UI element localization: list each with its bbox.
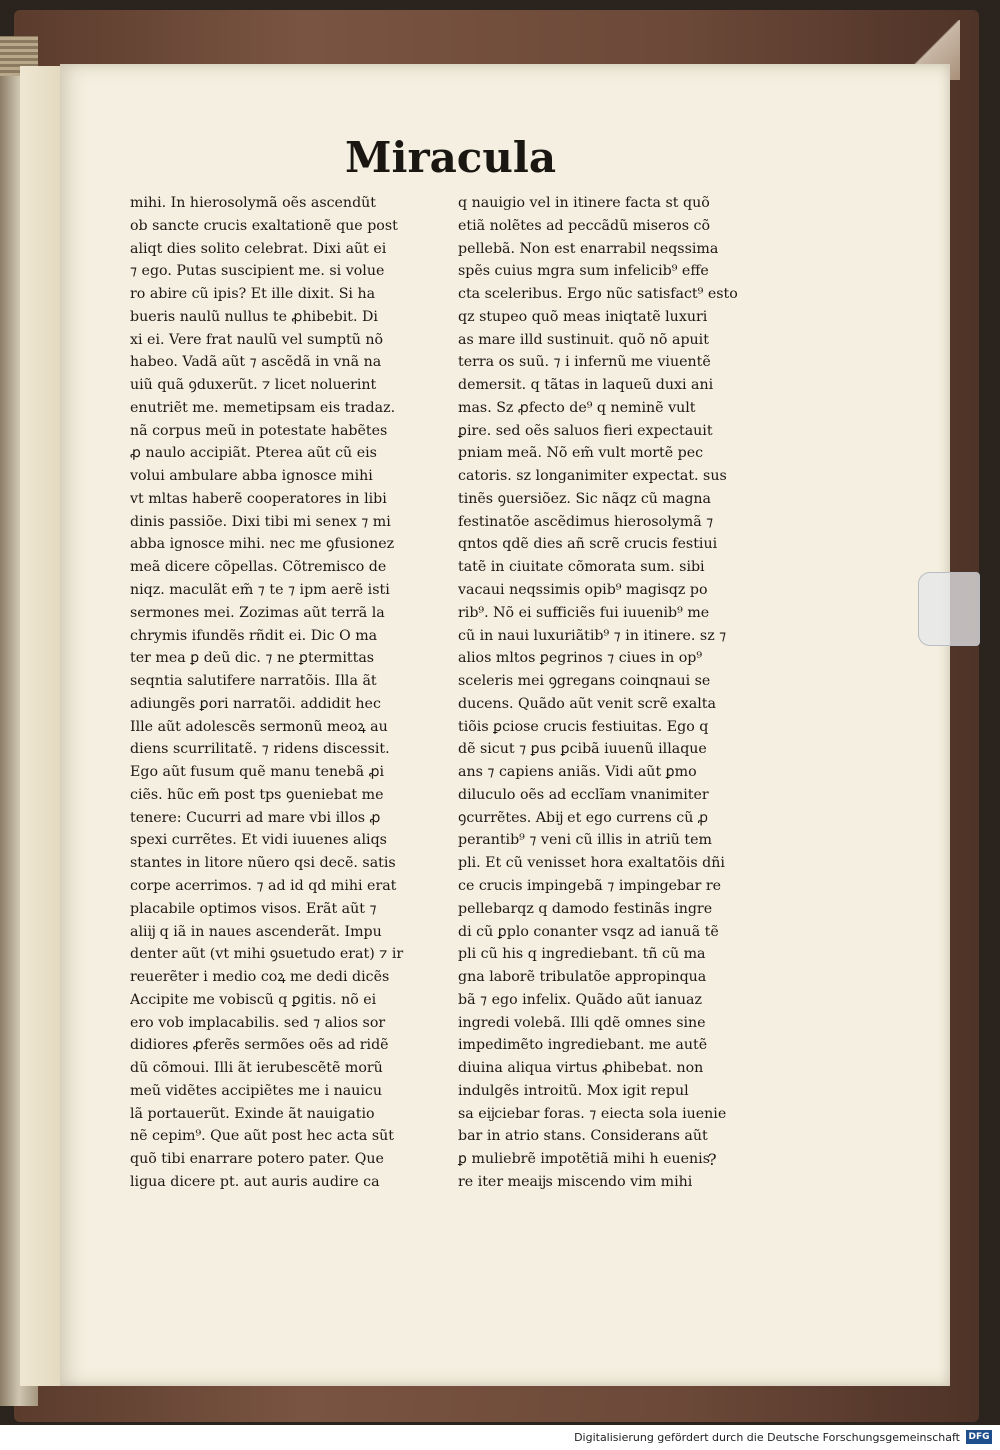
text-line: Accipite me vobiscũ q ꝑgitis. nõ ei (130, 991, 377, 1008)
text-line: Ego aũt fusum quẽ manu tenebã ꝓi (130, 764, 385, 781)
text-line: diuina aliqua virtus ꝓhibebat. non (458, 1060, 704, 1077)
text-line: meã dicere cõpellas. Cõtremisco de (130, 559, 387, 576)
text-line: terra os suũ. ⁊ i infernũ me viuentẽ (458, 354, 711, 371)
text-line: ans ⁊ capiens aniãs. Vidi aũt ꝑmo (458, 764, 697, 781)
text-line: qntos qdẽ dies añ scrẽ crucis festiui (458, 536, 718, 553)
text-line: spexi currẽtes. Et vidi iuuenes aliqs (130, 832, 387, 849)
text-line: chrymis ifundẽs rñdit ei. Dic O ma (130, 627, 378, 644)
text-line: etiã nolẽtes ad peccãdũ miseros cõ (458, 217, 710, 234)
text-line: uiũ quã ꝯduxerũt. ⁊ licet noluerint (130, 377, 377, 394)
text-line: aliqt dies solito celebrat. Dixi aũt ei (130, 240, 387, 257)
text-line: ꝑ muliebrẽ impotẽtiã mihi h euenis (458, 1151, 710, 1168)
text-line: tenere: Cucurri ad mare vbi illos ꝓ (130, 809, 381, 826)
text-line: bar in atrio stans. Considerans aũt (458, 1128, 708, 1145)
text-line: sceleris mei ꝯgregans coinqnaui se (458, 673, 711, 690)
text-line: ro abire cũ ipis? Et ille dixit. Si ha (130, 286, 376, 303)
text-line: niqz. maculãt em̃ ⁊ te ⁊ ipm aerẽ isti (130, 582, 390, 599)
text-line: seqntia salutifere narratõis. Illa ãt (130, 673, 377, 690)
text-line: Ille aũt adolescẽs sermonũ meoꝝ au (130, 718, 388, 735)
text-line: bã ⁊ ego infelix. Quãdo aũt ianuaz (458, 991, 702, 1008)
text-line: demersit. q tãtas in laqueũ duxi ani (458, 377, 714, 394)
text-line: cta sceleribus. Ergo nũc satisfact⁹ esto (458, 286, 738, 303)
text-line: catoris. sz longanimiter expectat. sus (458, 468, 727, 485)
text-line: ciẽs. hũc em̃ post tps ꝯueniebat me (130, 786, 384, 803)
text-line: q nauigio vel in itinere facta st quõ (458, 195, 710, 211)
left-page-edge (20, 66, 62, 1386)
text-line: ligua dicere pt. aut auris audire ca (130, 1173, 380, 1190)
text-line: dẽ sicut ⁊ ꝑus ꝑcibã iuuenũ illaque (458, 741, 707, 758)
text-column-left (130, 192, 448, 1194)
text-line: qz stupeo quõ meas iniqtatẽ luxuri (458, 308, 708, 325)
text-line: ingredi volebã. Illi qdẽ omnes sine (458, 1014, 706, 1031)
text-line: adiungẽs ꝑori narratõi. addidit hec (130, 695, 381, 712)
text-line: meũ vidẽtes accipiẽtes me i nauicu (130, 1082, 382, 1099)
text-line: lã portauerũt. Exinde ãt nauigatio (130, 1105, 375, 1122)
text-line: ꝯcurrẽtes. Abĳ et ego currens cũ ꝓ (458, 809, 709, 826)
text-line: pniam meã. Nõ em̃ vult mortẽ pec (458, 445, 704, 462)
text-line: impedimẽto ingrediebant. me autẽ (458, 1037, 708, 1054)
text-line: dũ cõmoui. Illi ãt ierubescẽtẽ morũ (130, 1060, 383, 1077)
text-line: tinẽs ꝯuersiõez. Sic nãqz cũ magna (458, 490, 712, 507)
text-line: vacaui neqssimis opib⁹ magisqz po (458, 582, 708, 599)
text-line: rib⁹. Nõ ei sufficiẽs fui iuuenib⁹ me (458, 604, 710, 621)
footer-bar (0, 1425, 1000, 1450)
text-line: corpe acerrimos. ⁊ ad id qd mihi erat (130, 877, 397, 894)
text-line: re iter meaĳs miscendo vim mihi (458, 1173, 693, 1190)
text-line: di cũ ꝑplo conanter vsqz ad ianuã tẽ (458, 923, 719, 940)
text-line: ce crucis impingebã ⁊ impingebar re (458, 877, 722, 894)
text-line: ero vob implacabilis. sed ⁊ alios sor (130, 1014, 386, 1031)
text-line: ter mea ꝑ deũ dic. ⁊ ne ꝑtermittas (130, 650, 375, 667)
text-line: pellebã. Non est enarrabil neqssima (458, 240, 719, 257)
text-column-right (458, 192, 776, 1194)
text-line: ꝑire. sed oẽs saluos fieri expectauit (458, 422, 713, 439)
text-line: ⁊ ego. Putas suscipient me. si volue (130, 263, 385, 280)
text-line: mihi. In hierosolymã oẽs ascendũt (130, 195, 376, 211)
text-line: sa eĳciebar foras. ⁊ eiecta sola iuenie (458, 1105, 727, 1122)
text-line: volui ambulare abba ignosce mihi (130, 468, 373, 485)
text-line: ducens. Quãdo aũt venit scrẽ exalta (458, 695, 716, 712)
text-line: ob sancte crucis exaltationẽ que post (130, 217, 398, 234)
text-line: pellebarqz q damodo festinãs ingre (458, 900, 713, 917)
text-line: spẽs cuius mgra sum infelicib⁹ effe (458, 263, 709, 280)
text-line: cũ in naui luxuriãtib⁹ ⁊ in itinere. sz ⁊ (458, 627, 727, 644)
text-line: nã corpus meũ in potestate habẽtes (130, 422, 388, 439)
text-line: festinatõe ascẽdimus hierosolymã ⁊ (458, 513, 714, 530)
text-line: dinis passiõe. Dixi tibi mi senex ⁊ mi (130, 513, 391, 530)
text-line: enutriẽt me. memetipsam eis tradaz. (130, 399, 396, 416)
text-line: tatẽ in ciuitate cõmorata sum. sibi (458, 559, 705, 576)
text-line: stantes in litore nũero qsi decẽ. satis (130, 855, 396, 872)
text-line: sermones mei. Zozimas aũt terrã la (130, 604, 385, 621)
text-line: gna laborẽ tribulatõe appropinqua (458, 969, 707, 986)
text-line: pli cũ his q ingrediebant. tñ cũ ma (458, 946, 706, 963)
text-line: reuerẽter i medio coꝝ me dedi dicẽs (130, 969, 390, 986)
text-line: aliĳ q iã in naues ascenderãt. Impu (130, 923, 382, 940)
text-line: indulgẽs introitũ. Mox igit repul (458, 1082, 689, 1099)
text-line: alios mltos ꝑegrinos ⁊ ciues in op⁹ (458, 650, 703, 667)
catchword: ? (708, 1150, 717, 1169)
text-line: abba ignosce mihi. nec me ꝯfusionez (130, 536, 395, 553)
text-line: diluculo oẽs ad ecclĩam vnanimiter (458, 786, 709, 803)
text-line: ꝓ naulo accipiãt. Pterea aũt cũ eis (130, 445, 377, 462)
funding-credit: Digitalisierung gefördert durch die Deutsche Forschungsgemeinschaft (574, 1431, 960, 1444)
dfg-logo: DFG (966, 1430, 992, 1444)
text-line: diens scurrilitatẽ. ⁊ ridens discessit. (130, 741, 390, 758)
text-line: xi ei. Vere frat naulũ vel sumptũ nõ (130, 331, 384, 348)
text-line: pli. Et cũ venisset hora exaltatõis dñi (458, 855, 725, 872)
text-line: nẽ cepim⁹. Que aũt post hec acta sũt (130, 1128, 394, 1145)
text-line: as mare illd sustinuit. quõ nõ apuit (458, 331, 709, 348)
text-line: denter aũt (vt mihi ꝯsuetudo erat) ⁊ ir (130, 946, 404, 963)
page-heading: Miracula (345, 133, 557, 182)
text-line: habeo. Vadã aũt ⁊ ascẽdã in vnã na (130, 354, 382, 371)
text-line: bueris naulũ nullus te ꝓhibebit. Di (130, 308, 378, 325)
text-line: perantib⁹ ⁊ veni cũ illis in atriũ tem (458, 832, 712, 849)
text-line: quõ tibi enarrare potero pater. Que (130, 1151, 384, 1168)
page-clip (918, 572, 980, 646)
text-line: tiõis ꝑciose crucis festiuitas. Ego q (458, 718, 709, 735)
text-line: placabile optimos visos. Erãt aũt ⁊ (130, 900, 377, 917)
text-line: didiores ꝓferẽs sermões oẽs ad ridẽ (130, 1037, 389, 1054)
text-line: vt mltas haberẽ cooperatores in libi (130, 490, 387, 507)
text-line: mas. Sz ꝓfecto de⁹ q neminẽ vult (458, 399, 696, 416)
